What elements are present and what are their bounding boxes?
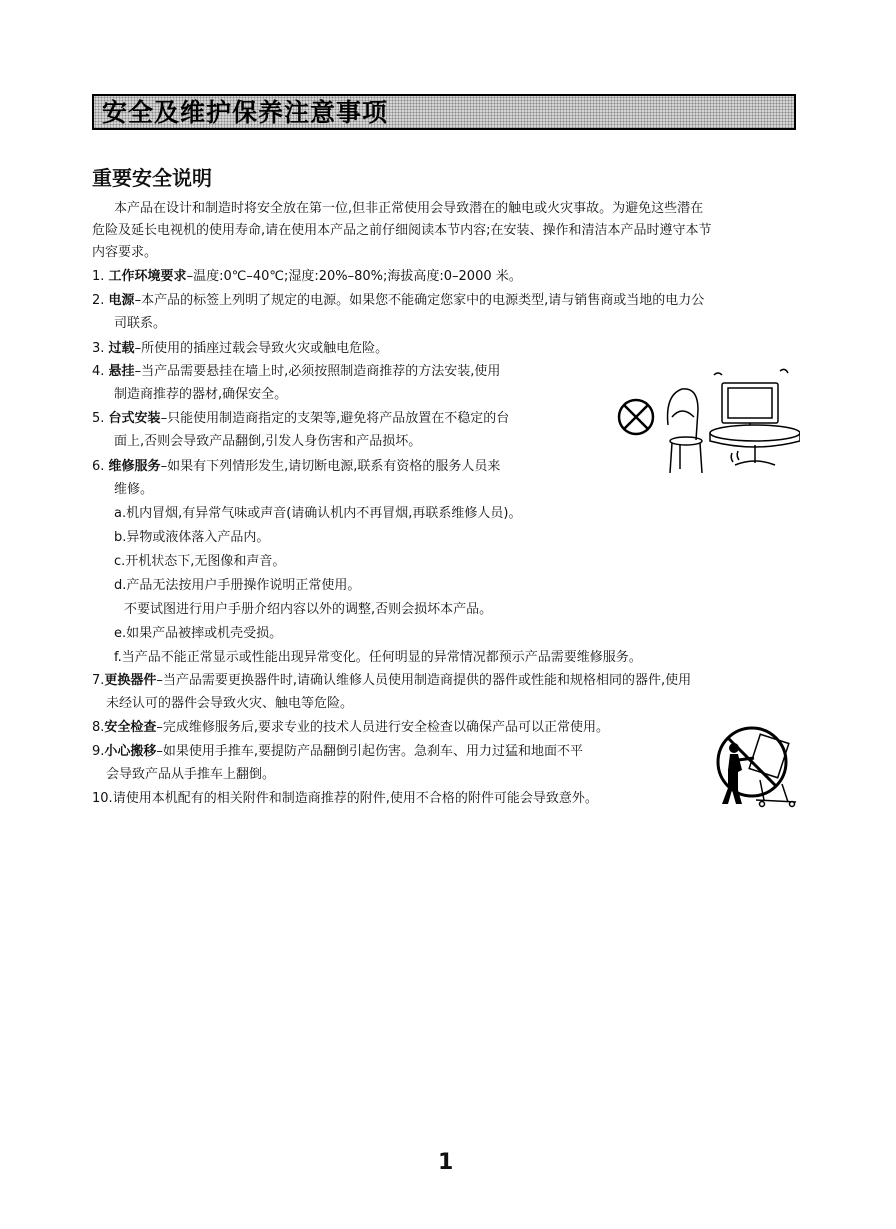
- item-text: 制造商推荐的器材,确保安全。: [114, 387, 288, 402]
- list-item: [92, 409, 509, 429]
- item-number: 10.: [92, 791, 113, 806]
- list-item: [92, 718, 609, 738]
- page-number: 1: [438, 1150, 454, 1175]
- item-number: 5.: [92, 411, 105, 426]
- item-text: 司联系。: [114, 316, 167, 331]
- list-item: [92, 742, 583, 762]
- list-item: [92, 339, 388, 359]
- item-number: 7.: [92, 673, 105, 688]
- item-number: 1.: [92, 269, 105, 284]
- item-text: 面上,否则会导致产品翻倒,引发人身伤害和产品损坏。: [114, 434, 422, 449]
- page-title: 安全及维护保养注意事项: [102, 98, 389, 127]
- list-item: [92, 267, 522, 287]
- item-term: 更换器件: [104, 673, 157, 688]
- sub-item: b.异物或液体落入产品内。: [114, 530, 270, 545]
- item-term: 台式安装: [108, 411, 161, 426]
- sub-item: f.当产品不能正常显示或性能出现异常变化。任何明显的异常情况都预示产品需要维修服务。: [114, 650, 642, 665]
- item-text: –温度:0℃–40℃;湿度:20%–80%;海拔高度:0–2000 米。: [186, 269, 522, 284]
- intro-line: 内容要求。: [92, 245, 158, 260]
- item-text: –所使用的插座过载会导致火灾或触电危险。: [134, 341, 389, 356]
- sub-item: a.机内冒烟,有异常气味或声音(请确认机内不再冒烟,再联系维修人员)。: [114, 506, 522, 521]
- item-term: 电源: [108, 293, 135, 308]
- item-text: –如果使用手推车,要提防产品翻倒引起伤害。急刹车、用力过猛和地面不平: [156, 744, 584, 759]
- item-term: 安全检查: [104, 720, 157, 735]
- item-number: 4.: [92, 364, 105, 379]
- item-text: 未经认可的器件会导致火灾、触电等危险。: [106, 696, 354, 711]
- unstable-table-illustration: [610, 365, 800, 480]
- item-term: 悬挂: [108, 364, 135, 379]
- list-item: [92, 362, 500, 382]
- sub-item: 不要试图进行用户手册介绍内容以外的调整,否则会损坏本产品。: [124, 602, 493, 617]
- sub-item: e.如果产品被摔或机壳受损。: [114, 626, 283, 641]
- cart-warning-illustration: [712, 718, 802, 808]
- item-term: 小心搬移: [104, 744, 157, 759]
- item-number: 2.: [92, 293, 105, 308]
- chair-icon: [668, 389, 702, 473]
- item-number: 3.: [92, 341, 105, 356]
- item-number: 9.: [92, 744, 105, 759]
- item-term: 过载: [108, 341, 135, 356]
- item-text: 维修。: [114, 482, 154, 497]
- intro-line: 危险及延长电视机的使用寿命,请在使用本产品之前仔细阅读本节内容;在安装、操作和清洁本产品时遵守本节: [92, 223, 712, 238]
- item-number: 6.: [92, 459, 105, 474]
- sub-item: d.产品无法按用户手册操作说明正常使用。: [114, 578, 361, 593]
- tv-on-table-icon: [710, 369, 800, 465]
- item-text: –只能使用制造商指定的支架等,避免将产品放置在不稳定的台: [160, 411, 510, 426]
- item-text: –如果有下列情形发生,请切断电源,联系有资格的服务人员来: [160, 459, 501, 474]
- list-item: [92, 291, 704, 311]
- item-term: 工作环境要求: [108, 269, 187, 284]
- item-text: –本产品的标签上列明了规定的电源。如果您不能确定您家中的电源类型,请与销售商或当地的电力公: [134, 293, 705, 308]
- item-text: 请使用本机配有的相关附件和制造商推荐的附件,使用不合格的附件可能会导致意外。: [112, 791, 598, 806]
- list-item: [92, 789, 598, 809]
- item-number: 8.: [92, 720, 105, 735]
- item-text: –当产品需要更换器件时,请确认维修人员使用制造商提供的器件或性能和规格相同的器件,使用: [156, 673, 692, 688]
- intro-line: 本产品在设计和制造时将安全放在第一位,但非正常使用会导致潜在的触电或火灾事故。为避免这些潜在: [114, 201, 704, 216]
- item-term: 维修服务: [108, 459, 161, 474]
- prohibited-icon: [619, 400, 653, 434]
- sub-item: c.开机状态下,无图像和声音。: [114, 554, 286, 569]
- item-text: 会导致产品从手推车上翻倒。: [106, 767, 276, 782]
- item-text: –完成维修服务后,要求专业的技术人员进行安全检查以确保产品可以正常使用。: [156, 720, 610, 735]
- item-text: –当产品需要悬挂在墙上时,必须按照制造商推荐的方法安装,使用: [134, 364, 501, 379]
- title-banner: [92, 94, 796, 130]
- list-item: [92, 671, 691, 691]
- list-item: [92, 457, 500, 477]
- section-heading: 重要安全说明: [92, 166, 212, 190]
